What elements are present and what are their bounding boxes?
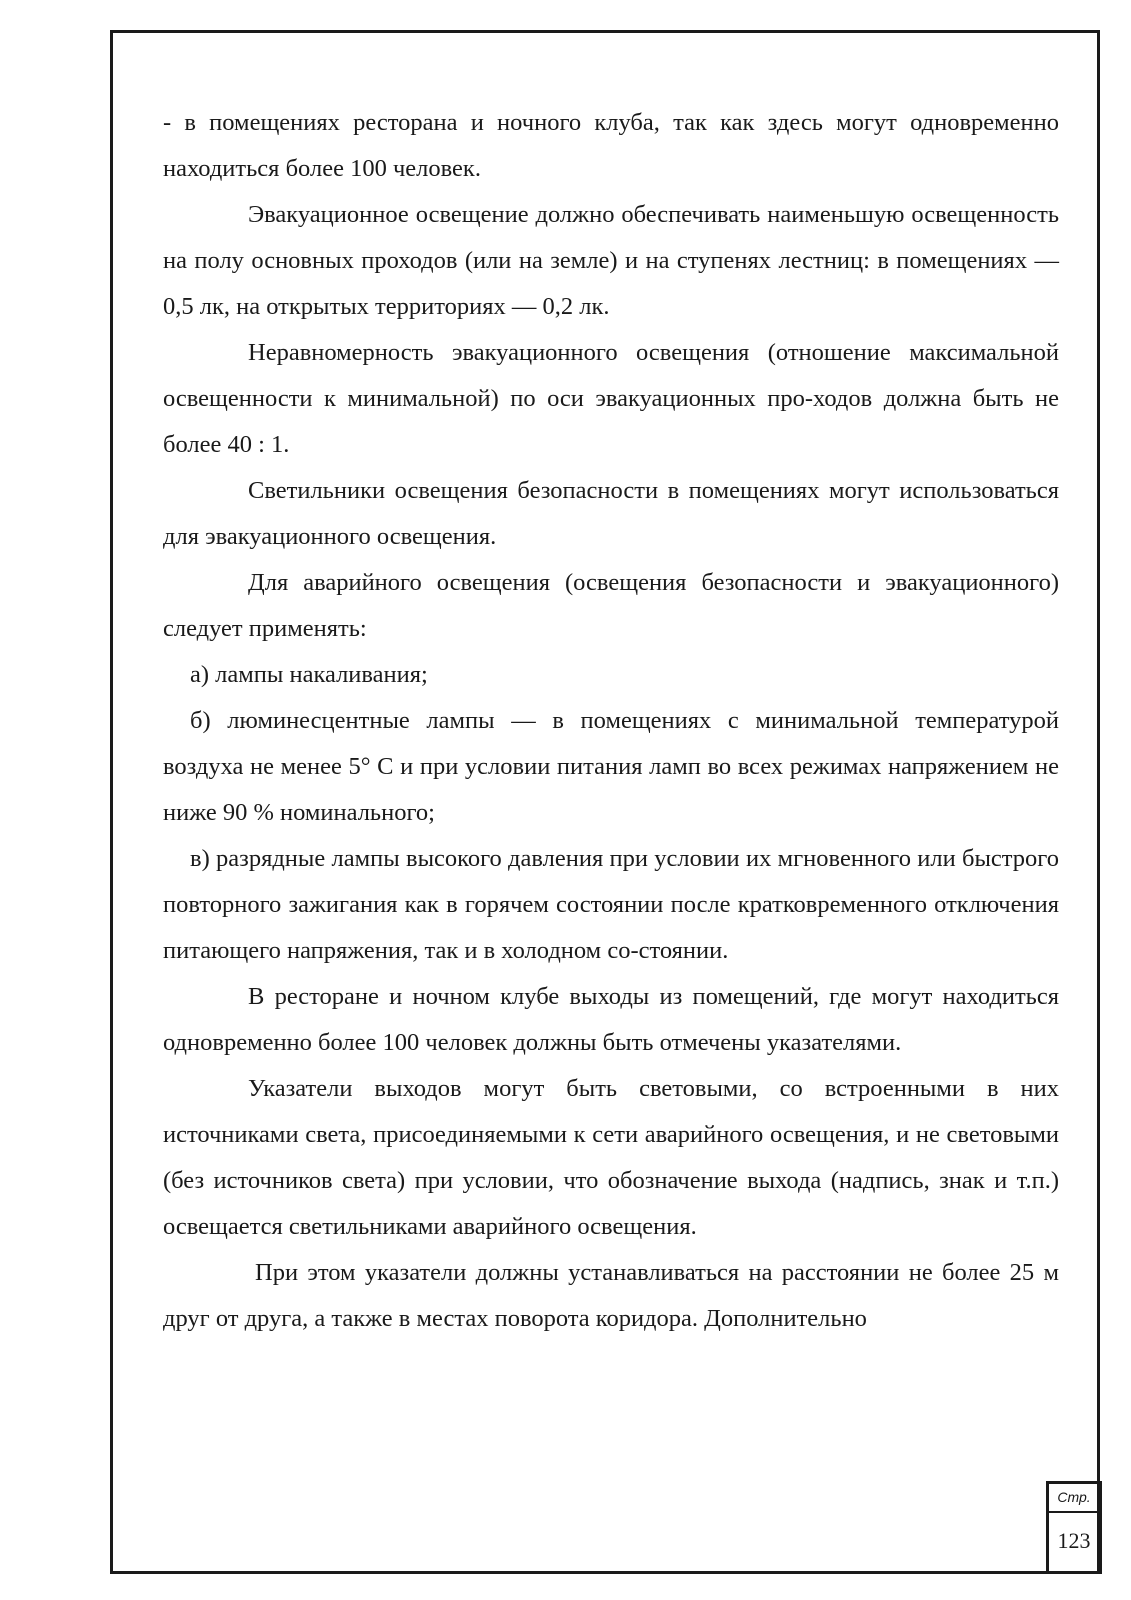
- list-item-b: б) люминесцентные лампы — в помещениях с минимальной температурой воздуха не менее 5° С и при условии питания ламп во всех режимах напряжением не ниже 90 % номинального;: [163, 707, 1059, 826]
- page-number: 123: [1057, 1528, 1091, 1553]
- list-item-a: а) лампы накаливания;: [190, 661, 428, 688]
- paragraph-7: Указатели выходов могут быть световыми, со встроенными в них источниками света, присоединяемыми к сети аварийного освещения, и не световыми (без источников света) при условии, что обозначение выхода (надпись, знак и т.п.) освещается светильниками аварийного освещения.: [163, 1075, 1059, 1240]
- paragraph-8: При этом указатели должны устанавливаться на расстоянии не более 25 м друг от друга, а также в местах поворота коридора. Дополнительно: [163, 1259, 1059, 1332]
- paragraph-4: Светильники освещения безопасности в помещениях могут использоваться для эвакуационного освещения.: [163, 477, 1059, 550]
- paragraph-5: Для аварийного освещения (освещения безопасности и эвакуационного) следует применять:: [163, 569, 1059, 642]
- page-number-stamp: [1046, 1481, 1102, 1574]
- paragraph-2: Эвакуационное освещение должно обеспечивать наименьшую освещенность на полу основных проходов (или на земле) и на ступенях лестниц: в помещениях — 0,5 лк, на открытых территориях — 0,2 лк.: [163, 201, 1059, 320]
- paragraph-1: - в помещениях ресторана и ночного клуба, так как здесь могут одновременно находиться более 100 человек.: [163, 109, 1059, 182]
- paragraph-3: Неравномерность эвакуационного освещения (отношение максимальной освещенности к минимальной) по оси эвакуационных про-ходов должна быть не более 40 : 1.: [163, 339, 1059, 458]
- document-body: [163, 100, 1059, 1342]
- paragraph-6: В ресторане и ночном клубе выходы из помещений, где могут находиться одновременно более 100 человек должны быть отмечены указателями.: [163, 983, 1059, 1056]
- list-item-c: в) разрядные лампы высокого давления при условии их мгновенного или быстрого повторного зажигания как в горячем состоянии после кратковременного отключения питающего напряжения, так и в холодном со-стоянии.: [163, 845, 1059, 964]
- stamp-label: Стр.: [1049, 1484, 1099, 1513]
